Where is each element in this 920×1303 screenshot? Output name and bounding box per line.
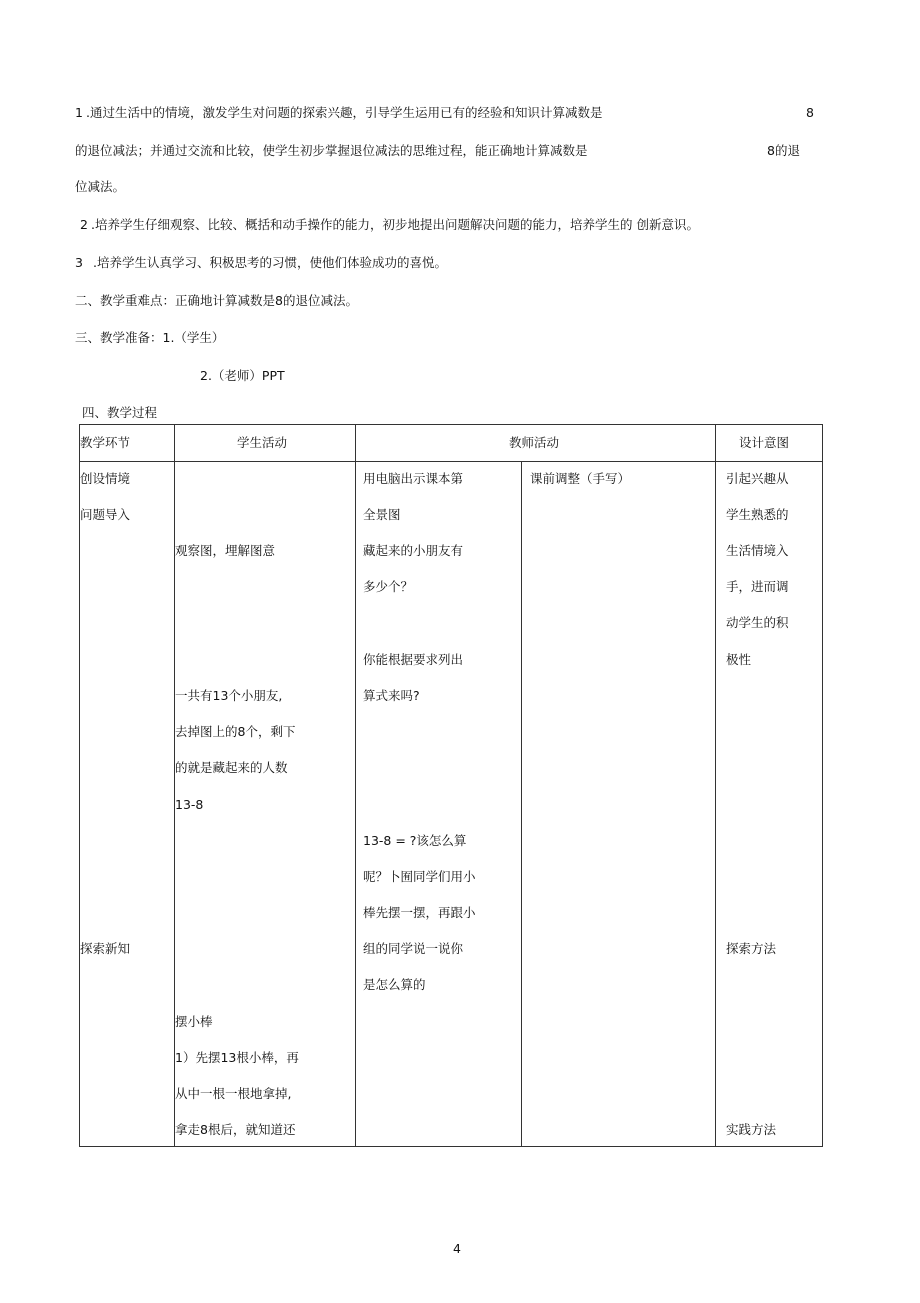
teacher-line: 棒先摆一摆，再跟小 xyxy=(363,905,476,920)
table-border-bottom xyxy=(79,1146,823,1147)
header-stage: 教学环节 xyxy=(80,435,131,450)
stage-cell: 问题导入 xyxy=(80,507,131,522)
student-line: 摆小棒 xyxy=(175,1014,213,1029)
table-col-divider-teacher xyxy=(521,461,522,1147)
header-intent: 设计意图 xyxy=(739,435,790,450)
teaching-process-table xyxy=(79,424,823,1147)
student-line: 去掉图上的8个，剩下 xyxy=(175,724,296,739)
intent-line: 手，进而调 xyxy=(726,579,789,594)
table-border-top xyxy=(79,424,823,425)
teacher-line: 组的同学说一说你 xyxy=(363,941,464,956)
objective-1-line2-tail: 8的退 xyxy=(767,143,800,158)
teacher-note: 课前调整（手写） xyxy=(530,471,631,486)
header-teacher: 教师活动 xyxy=(509,435,560,450)
teacher-line: 呢？卜囿同学们用小 xyxy=(363,869,476,884)
teacher-line: 用电脑出示课本第 xyxy=(363,471,464,486)
table-border-right xyxy=(822,424,823,1147)
intent-line: 生活情境入 xyxy=(726,543,789,558)
table-col-divider-3 xyxy=(715,424,716,1147)
process-title: 四、教学过程 xyxy=(82,405,158,420)
objective-2-number: 2 xyxy=(80,217,88,232)
table-header-divider xyxy=(79,461,823,462)
student-line: 13-8 xyxy=(175,797,204,812)
teacher-line: 你能根据要求列出 xyxy=(363,652,464,667)
intent-line: 动学生的积 xyxy=(726,615,789,630)
objective-1-line3: 位减法。 xyxy=(75,179,126,194)
teacher-line: 13-8 = ?该怎么算 xyxy=(363,833,467,848)
table-border-left xyxy=(79,424,80,1147)
preparation-line1: 三、教学准备：1.（学生） xyxy=(75,330,225,345)
objective-1-line1: .通过生活中的情境，激发学生对问题的探索兴趣，引导学生运用已有的经验和知识计算减数是 xyxy=(86,105,603,120)
student-line: 一共有13个小朋友, xyxy=(175,688,283,703)
intent-line: 实践方法 xyxy=(726,1122,777,1137)
table-col-divider-2 xyxy=(355,424,356,1147)
objective-3-text: .培养学生认真学习、积极思考的习惯，使他们体验成功的喜悦。 xyxy=(93,255,447,270)
page-number: 4 xyxy=(453,1241,461,1256)
header-student: 学生活动 xyxy=(237,435,288,450)
intent-line: 学生熟悉的 xyxy=(726,507,789,522)
objective-1-line2: 的退位减法；并通过交流和比较，使学生初步掌握退位减法的思维过程，能正确地计算减数是 xyxy=(75,143,588,158)
table-col-divider-1 xyxy=(174,424,175,1147)
student-line: 从中一根一根地拿掉, xyxy=(175,1086,292,1101)
intent-line: 探索方法 xyxy=(726,941,777,956)
student-line: 观察图，埋解图意 xyxy=(175,543,276,558)
objective-3-number: 3 xyxy=(75,255,83,270)
intent-line: 引起兴趣从 xyxy=(726,471,789,486)
intent-line: 极性 xyxy=(726,652,752,667)
student-line: 1）先摆13根小棒，再 xyxy=(175,1050,299,1065)
student-line: 的就是藏起来的人数 xyxy=(175,760,288,775)
teacher-line: 全景图 xyxy=(363,507,401,522)
teacher-line: 藏起来的小朋友有 xyxy=(363,543,464,558)
teacher-line: 是怎么算的 xyxy=(363,977,426,992)
stage-cell: 探索新知 xyxy=(80,941,131,956)
student-line: 拿走8根后，就知道还 xyxy=(175,1122,296,1137)
objective-2-text: .培养学生仔细观察、比较、概括和动手操作的能力，初步地提出问题解决问题的能力，培养学生的 创新意识。 xyxy=(91,217,699,232)
stage-cell: 创设情境 xyxy=(80,471,131,486)
key-points: 二、教学重难点：正确地计算减数是8的退位减法。 xyxy=(75,293,358,308)
teacher-line: 算式来吗? xyxy=(363,688,420,703)
objective-1-number-8: 8 xyxy=(806,105,814,120)
teacher-line: 多少个？ xyxy=(363,579,414,594)
objective-1-number: 1 xyxy=(75,105,83,120)
preparation-line2: 2.（老师）PPT xyxy=(200,368,285,383)
